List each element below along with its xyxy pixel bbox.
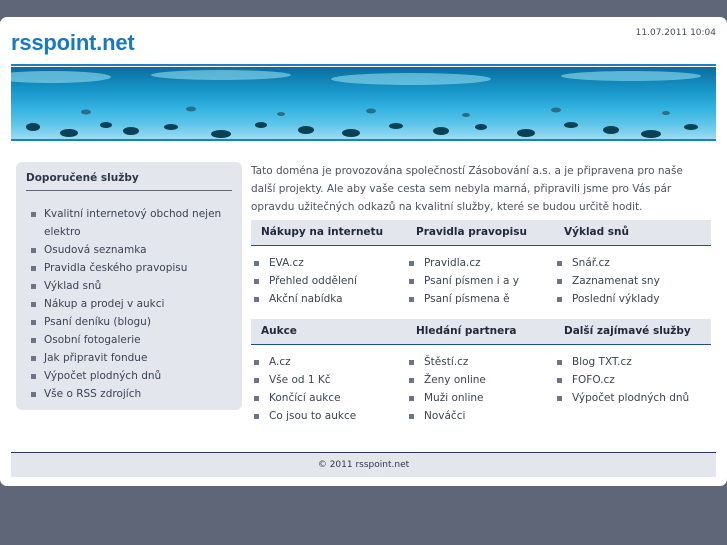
section-link[interactable]: Psaní písmena ě — [406, 290, 563, 308]
sidebar-list — [28, 205, 234, 403]
section-link[interactable]: Výpočet plodných dnů — [554, 389, 711, 407]
sidebar-item[interactable]: Nákup a prodej v aukci — [28, 295, 234, 313]
section-shopping — [251, 220, 408, 308]
section-link[interactable]: Přehled oddělení — [251, 272, 408, 290]
section-link[interactable]: Poslední výklady — [554, 290, 711, 308]
section-title: Další zajímavé služby — [554, 319, 711, 345]
section-link[interactable]: EVA.cz — [251, 254, 408, 272]
section-dreams — [554, 220, 711, 308]
sidebar-item[interactable]: Výpočet plodných dnů — [28, 367, 234, 385]
section-spelling — [406, 220, 563, 308]
section-link[interactable]: FOFO.cz — [554, 371, 711, 389]
sidebar-item[interactable]: Psaní deníku (blogu) — [28, 313, 234, 331]
sidebar-item[interactable]: Kvalitní internetový obchod nejen elektro — [28, 205, 234, 241]
recommended-services-panel — [16, 162, 242, 410]
underwater-fish-illustration — [11, 67, 716, 139]
section-other-services — [554, 319, 711, 407]
intro-text: Tato doména je provozována společností Zásobování a.s. a je připravena pro naše další projekty. Ale aby vaše cesta sem nebyla marná, připravili jsme pro Vás pár opravdu užitečných odkazů na kvalitní služby, které se budou určitě hodit. — [251, 165, 683, 213]
sidebar-item[interactable]: Vše o RSS zdrojích — [28, 385, 234, 403]
section-link[interactable]: Pravidla.cz — [406, 254, 563, 272]
sidebar-item[interactable]: Osudová seznamka — [28, 241, 234, 259]
section-link[interactable]: Ženy online — [406, 371, 563, 389]
section-link[interactable]: Štěstí.cz — [406, 353, 563, 371]
section-link[interactable]: Nováčci — [406, 407, 563, 425]
section-link[interactable]: Akční nabídka — [251, 290, 408, 308]
page-container — [0, 17, 727, 486]
section-link[interactable]: Vše od 1 Kč — [251, 371, 408, 389]
current-datetime: 11.07.2011 10:04 — [635, 28, 716, 38]
section-title: Hledání partnera — [406, 319, 563, 345]
section-link[interactable]: A.cz — [251, 353, 408, 371]
section-link[interactable]: Blog TXT.cz — [554, 353, 711, 371]
sidebar-item[interactable]: Osobní fotogalerie — [28, 331, 234, 349]
section-link[interactable]: Co jsou to aukce — [251, 407, 408, 425]
sidebar-title: Doporučené služby — [26, 172, 232, 191]
section-link[interactable]: Zaznamenat sny — [554, 272, 711, 290]
sidebar-item[interactable]: Pravidla českého pravopisu — [28, 259, 234, 277]
section-title: Aukce — [251, 319, 408, 345]
sidebar-item[interactable]: Výklad snů — [28, 277, 234, 295]
section-link[interactable]: Psaní písmen i a y — [406, 272, 563, 290]
section-link[interactable]: Končící aukce — [251, 389, 408, 407]
banner-bottom-line — [11, 139, 716, 141]
section-link[interactable]: Snář.cz — [554, 254, 711, 272]
header-banner — [11, 67, 716, 139]
section-link[interactable]: Muži online — [406, 389, 563, 407]
section-dating — [406, 319, 563, 425]
section-title: Výklad snů — [554, 220, 711, 246]
section-title: Nákupy na internetu — [251, 220, 408, 246]
section-auctions — [251, 319, 408, 425]
banner-top-line — [11, 64, 716, 66]
footer-copyright: © 2011 rsspoint.net — [11, 452, 716, 477]
sidebar-item[interactable]: Jak připravit fondue — [28, 349, 234, 367]
section-title: Pravidla pravopisu — [406, 220, 563, 246]
site-logo[interactable]: rsspoint.net — [11, 30, 135, 55]
